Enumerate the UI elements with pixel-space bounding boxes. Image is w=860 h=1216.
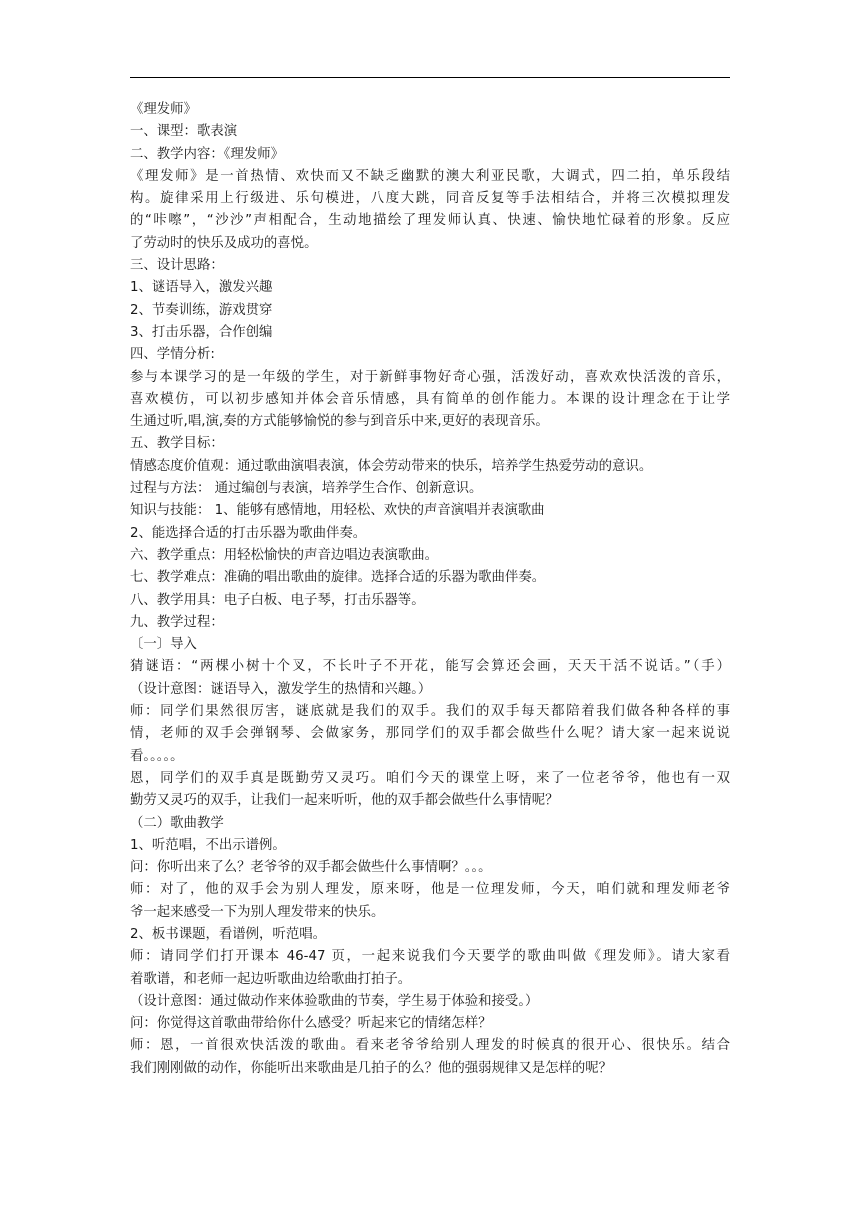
- text-line: 构。旋律采用上行级进、乐句模进，八度大跳，同音反复等手法相结合，并将三次模拟理发: [130, 191, 730, 207]
- text-line: 三、设计思路：: [130, 258, 224, 274]
- text-line: 1、听范唱，不出示谱例。: [130, 837, 286, 853]
- text-line: 《理发师》: [130, 102, 197, 117]
- text-line: 七、教学难点：准确的唱出歌曲的旋律。选择合适的乐器为歌曲伴奏。: [130, 570, 546, 586]
- text-line: 1、谜语导入，激发兴趣: [130, 280, 273, 296]
- text-line: 八、教学用具：电子白板、电子琴，打击乐器等。: [130, 592, 425, 608]
- text-line: 猜谜语：“两棵小树十个叉，不长叶子不开花，能写会算还会画，天天干活不说话。”（手）: [130, 659, 730, 675]
- text-line: 五、教学目标：: [130, 436, 224, 452]
- text-line: 师：同学们果然很厉害，谜底就是我们的双手。我们的双手每天都陪着我们做各种各样的事: [130, 704, 730, 720]
- text-line: 《理发师》是一首热情、欢快而又不缺乏幽默的澳大利亚民歌，大调式，四二拍，单乐段结: [130, 168, 730, 184]
- text-line: 四、学情分析:: [130, 347, 215, 363]
- text-line: （二）歌曲教学: [130, 815, 224, 831]
- text-line: 看。。。。。: [130, 748, 184, 764]
- text-line: （设计意图：通过做动作来体验歌曲的节奏，学生易于体验和接受。）: [130, 993, 539, 1009]
- text-line: 九、教学过程：: [130, 614, 224, 630]
- text-line: 情感态度价值观：通过歌曲演唱表演，体会劳动带来的快乐，培养学生热爱劳动的意识。: [130, 458, 653, 474]
- text-line: 知识与技能： 1、能够有感情地，用轻松、欢快的声音演唱并表演歌曲: [130, 503, 545, 519]
- text-line: 3、打击乐器，合作创编: [130, 324, 273, 340]
- text-line: 2、节奏训练，游戏贯穿: [130, 302, 273, 318]
- text-line: （设计意图：谜语导入，激发学生的热情和兴趣。）: [130, 681, 432, 697]
- text-line: 参与本课学习的是一年级的学生，对于新鲜事物好奇心强，活泼好动，喜欢欢快活泼的音乐，: [130, 369, 730, 385]
- text-line: 师：恩，一首很欢快活泼的歌曲。看来老爷爷给别人理发的时候真的很开心、很快乐。结合: [130, 1038, 730, 1054]
- text-line: 了劳动时的快乐及成功的喜悦。: [130, 235, 318, 251]
- document-body: [130, 99, 730, 1080]
- text-line: 爷一起来感受一下为别人理发带来的快乐。: [130, 904, 385, 920]
- text-line: 一、课型：歌表演: [130, 124, 238, 140]
- text-line: 情，老师的双手会弹钢琴、会做家务，那同学们的双手都会做些什么呢？请大家一起来说说: [130, 726, 730, 742]
- text-line: 我们刚刚做的动作，你能听出来歌曲是几拍子的么？他的强弱规律又是怎样的呢？: [130, 1060, 613, 1076]
- text-line: 问：你觉得这首歌曲带给你什么感受？听起来它的情绪怎样？: [130, 1016, 492, 1032]
- text-line: 生通过听,唱,演,奏的方式能够愉悦的参与到音乐中来,更好的表现音乐。: [130, 414, 549, 430]
- text-line: 问：你听出来了么？老爷爷的双手都会做些什么事情啊？。。。: [130, 860, 492, 876]
- text-line: 2、板书课题，看谱例，听范唱。: [130, 926, 326, 942]
- text-line: 〔一〕导入: [130, 637, 197, 653]
- text-line: 二、教学内容：《理发师》: [130, 146, 284, 162]
- text-line: 勤劳又灵巧的双手，让我们一起来听听，他的双手都会做些什么事情呢？: [130, 793, 559, 809]
- header-rule: [130, 77, 730, 78]
- text-line: 的“咔嚓”，“沙沙”声相配合，生动地描绘了理发师认真、快速、愉快地忙碌着的形象。反应: [130, 213, 730, 229]
- text-line: 六、教学重点：用轻松愉快的声音边唱边表演歌曲。: [130, 547, 438, 563]
- text-line: 着歌谱，和老师一起边听歌曲边给歌曲打拍子。: [130, 971, 412, 987]
- text-line: 恩，同学们的双手真是既勤劳又灵巧。咱们今天的课堂上呀，来了一位老爷爷，他也有一双: [130, 770, 730, 786]
- text-line: 过程与方法： 通过编创与表演，培养学生合作、创新意识。: [130, 481, 483, 497]
- text-line: 2、能选择合适的打击乐器为歌曲伴奏。: [130, 525, 367, 541]
- text-line: 师：对了，他的双手会为别人理发，原来呀，他是一位理发师，今天，咱们就和理发师老爷: [130, 882, 730, 898]
- text-line: 师：请同学们打开课本 46-47 页，一起来说我们今天要学的歌曲叫做《理发师》。请大家看: [130, 949, 730, 965]
- text-line: 喜欢模仿，可以初步感知并体会音乐情感，具有简单的创作能力。本课的设计理念在于让学: [130, 391, 730, 407]
